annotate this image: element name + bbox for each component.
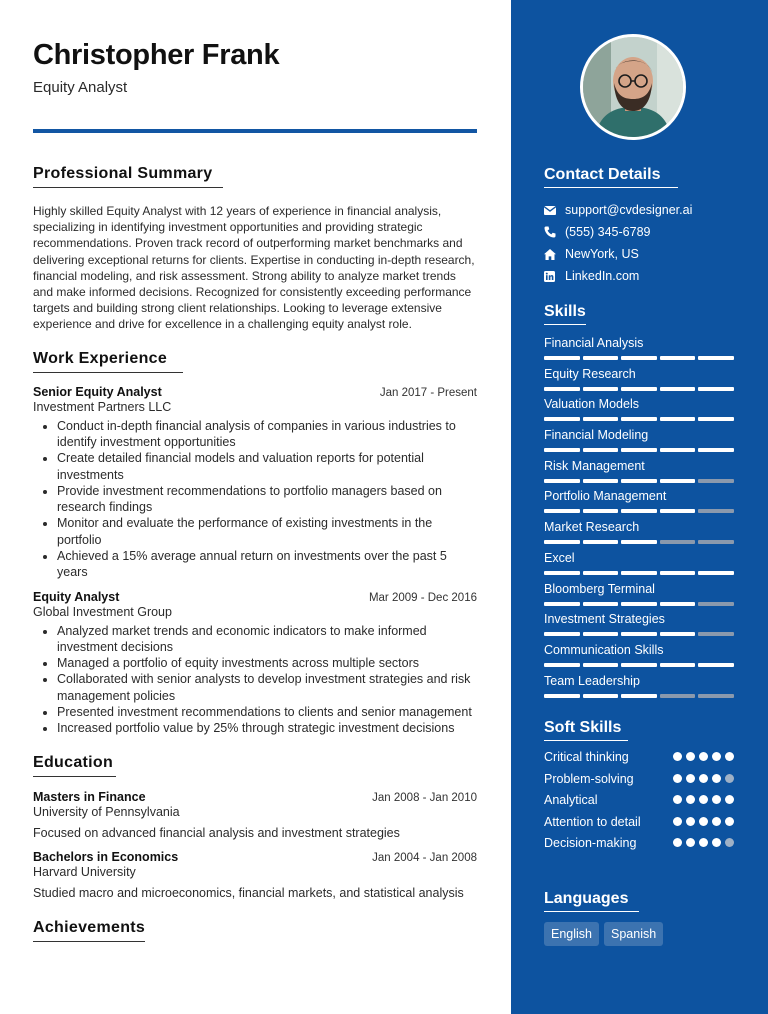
soft-skill-rating xyxy=(673,792,734,804)
candidate-title: Equity Analyst xyxy=(33,79,128,96)
job-company: Investment Partners LLC xyxy=(33,399,172,414)
degree: Bachelors in Economics xyxy=(33,849,179,864)
rating-dot xyxy=(725,838,734,847)
skill-level-segment xyxy=(660,571,696,575)
rating-dot xyxy=(699,795,708,804)
skill-level-segment xyxy=(621,632,657,636)
skill-level-bar xyxy=(544,632,734,636)
list-item: • Conduct in-depth financial analysis of companies in various industries to identify investment opportunities xyxy=(57,418,477,451)
skill-level-segment xyxy=(698,602,734,606)
skill-level-segment xyxy=(660,448,696,452)
list-item: • Create detailed financial models and valuation reports for potential investments xyxy=(57,450,477,483)
skill-level-bar xyxy=(544,694,734,698)
contact-phone[interactable] xyxy=(544,221,734,243)
skill-level-segment xyxy=(544,632,580,636)
rating-dot xyxy=(686,795,695,804)
skill-level-segment xyxy=(544,571,580,575)
soft-skills-section xyxy=(544,718,734,857)
soft-skill-name: Problem-solving xyxy=(544,771,634,786)
skill-level-bar xyxy=(544,663,734,667)
skill-level-segment xyxy=(698,479,734,483)
phone-text: (555) 345-6789 xyxy=(565,225,651,239)
skill-level-segment xyxy=(621,540,657,544)
job-bullets xyxy=(33,418,477,581)
language-tag: Spanish xyxy=(604,922,663,946)
skill-level-segment xyxy=(660,663,696,667)
summary-section xyxy=(33,165,477,333)
skill-item xyxy=(544,397,734,428)
skill-level-segment xyxy=(621,479,657,483)
skill-level-segment xyxy=(660,540,696,544)
skill-level-segment xyxy=(583,571,619,575)
job-dates: Mar 2009 - Dec 2016 xyxy=(368,591,477,604)
skill-item xyxy=(544,367,734,398)
skill-level-segment xyxy=(583,387,619,391)
skill-level-segment xyxy=(660,356,696,360)
skill-level-segment xyxy=(621,509,657,513)
experience-section xyxy=(33,350,477,737)
skill-level-segment xyxy=(544,417,580,421)
skill-name: Team Leadership xyxy=(544,673,640,688)
skill-level-segment xyxy=(583,417,619,421)
skill-level-bar xyxy=(544,356,734,360)
skill-level-bar xyxy=(544,387,734,391)
skill-item xyxy=(544,336,734,367)
avatar xyxy=(583,37,683,137)
rating-dot xyxy=(673,774,682,783)
rating-dot xyxy=(712,795,721,804)
rating-dot xyxy=(699,752,708,761)
education-description: Focused on advanced financial analysis and investment strategies xyxy=(33,825,400,840)
skill-level-segment xyxy=(660,479,696,483)
rating-dot xyxy=(712,817,721,826)
job-role: Senior Equity Analyst xyxy=(33,384,162,399)
phone-icon xyxy=(544,226,565,238)
education-heading: Education xyxy=(33,754,116,777)
skill-level-segment xyxy=(698,663,734,667)
skill-level-segment xyxy=(583,632,619,636)
rating-dot xyxy=(712,752,721,761)
contact-section xyxy=(544,165,734,287)
list-item: • Monitor and evaluate the performance of existing investments in the portfolio xyxy=(57,515,477,548)
linkedin-text: LinkedIn.com xyxy=(565,269,640,283)
skill-item xyxy=(544,459,734,490)
skill-level-bar xyxy=(544,417,734,421)
skill-level-segment xyxy=(698,632,734,636)
skill-level-segment xyxy=(698,356,734,360)
skill-item xyxy=(544,428,734,459)
soft-skill-rating xyxy=(673,771,734,783)
soft-skill-name: Analytical xyxy=(544,793,598,807)
skill-level-segment xyxy=(544,602,580,606)
soft-skill-item xyxy=(544,814,734,830)
job-bullets xyxy=(33,623,477,737)
skill-name: Investment Strategies xyxy=(544,612,665,627)
skill-level-segment xyxy=(698,448,734,452)
skill-level-segment xyxy=(698,509,734,513)
skill-level-segment xyxy=(583,663,619,667)
list-item: • Achieved a 15% average annual return on investments over the past 5 years xyxy=(57,548,477,581)
rating-dot xyxy=(673,795,682,804)
candidate-name: Christopher Frank xyxy=(33,39,280,71)
skill-level-segment xyxy=(583,602,619,606)
location-text: NewYork, US xyxy=(565,247,639,261)
skill-name: Communication Skills xyxy=(544,642,664,657)
skill-name: Portfolio Management xyxy=(544,489,667,504)
list-item: • Increased portfolio value by 25% through strategic investment decisions xyxy=(57,720,477,736)
skill-item xyxy=(544,520,734,551)
soft-skill-name: Critical thinking xyxy=(544,750,629,764)
achievements-heading: Achievements xyxy=(33,919,145,942)
skill-level-segment xyxy=(660,602,696,606)
rating-dot xyxy=(673,817,682,826)
skill-level-bar xyxy=(544,571,734,575)
soft-skill-rating xyxy=(673,749,734,761)
skill-level-segment xyxy=(583,448,619,452)
skill-name: Valuation Models xyxy=(544,397,639,412)
summary-text: Highly skilled Equity Analyst with 12 years of experience in financial analysis, specializing in identifying investment opportunities and providing strategic recommendations. Proven track record of outperforming market benchmarks and delivering exceptional returns for clients. Expertise in conducting in-depth research, financial modeling, and risk assessment. Strong ability to analyze market trends and make informed decisions. Recognized for consistently exceeding performance targets and building strong client relationships. Looking to leverage extensive experience and drive for excellence in a challenging equity analyst role. xyxy=(33,204,475,332)
linkedin-icon xyxy=(544,271,565,282)
skill-level-segment xyxy=(621,387,657,391)
skills-heading: Skills xyxy=(544,302,586,325)
skill-level-segment xyxy=(660,509,696,513)
rating-dot xyxy=(686,752,695,761)
soft-skill-item xyxy=(544,835,734,851)
list-item: • Provide investment recommendations to portfolio managers based on research findings xyxy=(57,483,477,516)
envelope-icon xyxy=(544,206,565,215)
job-entry xyxy=(33,590,477,737)
skill-item xyxy=(544,643,734,674)
summary-heading: Professional Summary xyxy=(33,165,223,188)
rating-dot xyxy=(699,838,708,847)
skill-item xyxy=(544,582,734,613)
skill-level-segment xyxy=(621,602,657,606)
rating-dot xyxy=(725,774,734,783)
skill-level-segment xyxy=(660,387,696,391)
skill-level-segment xyxy=(544,479,580,483)
school: Harvard University xyxy=(33,864,136,879)
education-dates: Jan 2004 - Jan 2008 xyxy=(372,851,477,864)
soft-skill-item xyxy=(544,749,734,765)
language-tag: English xyxy=(544,922,599,946)
skill-level-segment xyxy=(621,663,657,667)
rating-dot xyxy=(673,752,682,761)
languages-section xyxy=(544,889,734,946)
email-text: support@cvdesigner.ai xyxy=(565,203,693,217)
skill-level-segment xyxy=(621,448,657,452)
contact-location xyxy=(544,243,734,265)
education-dates: Jan 2008 - Jan 2010 xyxy=(372,791,477,804)
education-entry xyxy=(33,850,477,901)
sidebar xyxy=(511,0,768,1014)
school: University of Pennsylvania xyxy=(33,804,180,819)
skill-level-segment xyxy=(583,509,619,513)
skill-level-segment xyxy=(544,448,580,452)
header-divider xyxy=(33,129,477,133)
rating-dot xyxy=(699,817,708,826)
list-item: • Collaborated with senior analysts to develop investment strategies and risk management policies xyxy=(57,671,477,704)
skill-level-segment xyxy=(544,509,580,513)
soft-skill-name: Attention to detail xyxy=(544,814,641,829)
skill-level-segment xyxy=(660,632,696,636)
skill-level-segment xyxy=(621,417,657,421)
languages-heading: Languages xyxy=(544,889,639,912)
skill-level-segment xyxy=(698,417,734,421)
contact-linkedin[interactable] xyxy=(544,265,734,287)
skill-name: Market Research xyxy=(544,520,640,535)
rating-dot xyxy=(725,752,734,761)
rating-dot xyxy=(673,838,682,847)
skill-level-bar xyxy=(544,540,734,544)
skill-level-segment xyxy=(583,356,619,360)
skill-item xyxy=(544,489,734,520)
degree: Masters in Finance xyxy=(33,789,146,804)
job-entry xyxy=(33,385,477,581)
list-item: • Presented investment recommendations to clients and senior management xyxy=(57,704,477,720)
skill-level-segment xyxy=(544,540,580,544)
list-item: • Managed a portfolio of equity investments across multiple sectors xyxy=(57,655,477,671)
skill-level-segment xyxy=(660,694,696,698)
skill-level-segment xyxy=(698,540,734,544)
rating-dot xyxy=(699,774,708,783)
skill-name: Bloomberg Terminal xyxy=(544,581,655,596)
skill-name: Financial Analysis xyxy=(544,336,644,350)
contact-email[interactable] xyxy=(544,199,734,221)
skill-level-segment xyxy=(544,356,580,360)
skill-level-bar xyxy=(544,509,734,513)
skill-level-segment xyxy=(583,479,619,483)
skill-name: Equity Research xyxy=(544,366,636,381)
skill-level-segment xyxy=(660,417,696,421)
soft-skills-heading: Soft Skills xyxy=(544,718,628,741)
skill-level-segment xyxy=(544,387,580,391)
skill-name: Excel xyxy=(544,550,575,565)
rating-dot xyxy=(686,838,695,847)
rating-dot xyxy=(686,774,695,783)
contact-heading: Contact Details xyxy=(544,165,678,188)
skill-level-segment xyxy=(698,387,734,391)
experience-heading: Work Experience xyxy=(33,350,183,373)
education-entry xyxy=(33,790,477,841)
rating-dot xyxy=(725,817,734,826)
skill-level-segment xyxy=(621,356,657,360)
skill-item xyxy=(544,551,734,582)
skill-name: Financial Modeling xyxy=(544,428,649,443)
soft-skill-item xyxy=(544,792,734,808)
rating-dot xyxy=(725,795,734,804)
skill-level-bar xyxy=(544,448,734,452)
list-item: • Analyzed market trends and economic indicators to make informed investment decisions xyxy=(57,623,477,656)
skill-level-bar xyxy=(544,479,734,483)
skill-level-segment xyxy=(698,694,734,698)
job-role: Equity Analyst xyxy=(33,589,120,604)
skill-level-segment xyxy=(544,663,580,667)
profile-photo xyxy=(580,34,686,140)
job-company: Global Investment Group xyxy=(33,604,172,619)
rating-dot xyxy=(712,774,721,783)
soft-skill-rating xyxy=(673,835,734,847)
soft-skill-name: Decision-making xyxy=(544,836,637,850)
soft-skill-rating xyxy=(673,814,734,826)
skill-item xyxy=(544,674,734,705)
job-dates: Jan 2017 - Present xyxy=(379,386,477,399)
soft-skill-item xyxy=(544,771,734,787)
skill-level-segment xyxy=(621,571,657,575)
achievements-section xyxy=(33,919,477,942)
home-icon xyxy=(544,249,565,260)
rating-dot xyxy=(712,838,721,847)
skill-level-segment xyxy=(583,694,619,698)
skill-level-segment xyxy=(621,694,657,698)
rating-dot xyxy=(686,817,695,826)
skill-item xyxy=(544,612,734,643)
skill-level-segment xyxy=(544,694,580,698)
skill-level-segment xyxy=(583,540,619,544)
education-section xyxy=(33,754,477,902)
skill-level-segment xyxy=(698,571,734,575)
skill-level-bar xyxy=(544,602,734,606)
skill-name: Risk Management xyxy=(544,458,645,473)
education-description: Studied macro and microeconomics, financial markets, and statistical analysis xyxy=(33,885,464,900)
skills-section xyxy=(544,302,734,704)
